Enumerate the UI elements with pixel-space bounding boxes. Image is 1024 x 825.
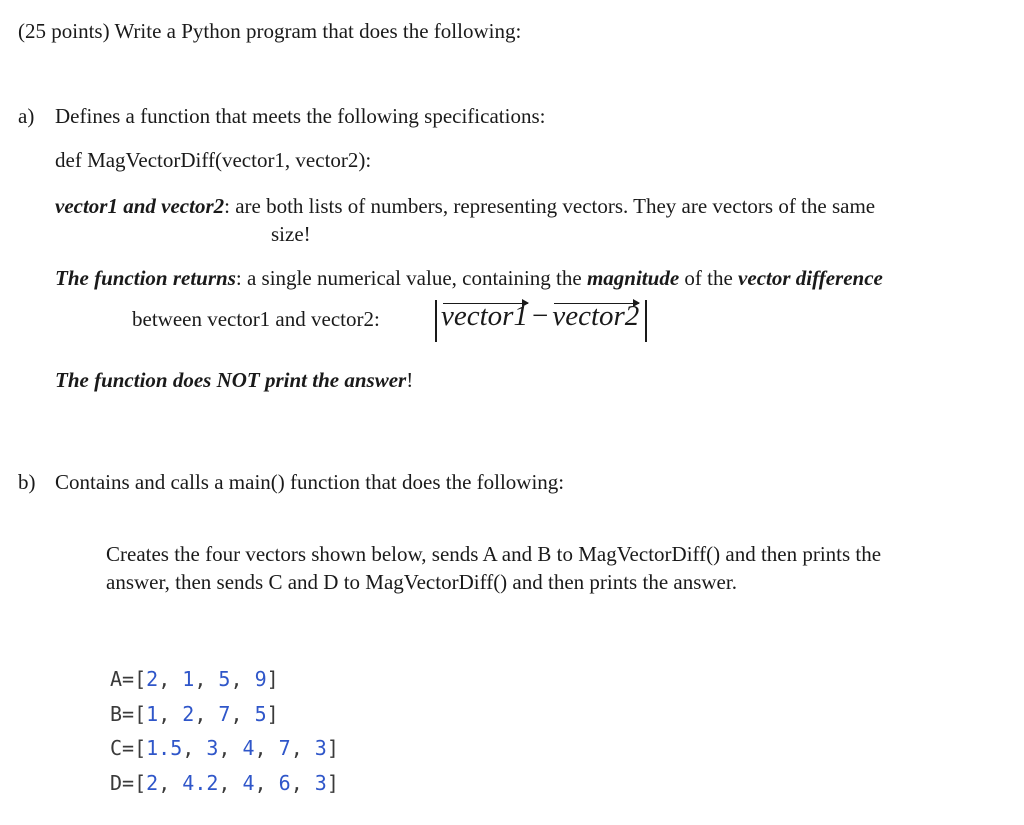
number: 1 — [182, 667, 195, 691]
minus-sign: − — [531, 300, 549, 332]
number: 4 — [242, 736, 255, 760]
part-a-marker: a) — [18, 104, 35, 128]
between-text: between vector1 and vector2: — [132, 307, 380, 331]
vector2-term: vector2 — [552, 300, 640, 332]
var-name: C — [110, 736, 123, 760]
no-print-note — [55, 368, 413, 393]
number: 9 — [254, 667, 267, 691]
param-label: vector1 and vector2 — [55, 194, 225, 218]
code-line-a: A=[2, 1, 5, 9] — [110, 667, 279, 691]
number: 4.2 — [182, 770, 219, 795]
formula-expression — [441, 300, 639, 333]
number: 4 — [242, 770, 255, 795]
number: 3 — [314, 736, 327, 760]
code-line-d: D=[2, 4.2, 4, 6, 3] — [110, 770, 339, 795]
part-b-intro: Contains and calls a main() function that does the following: — [55, 470, 565, 494]
number: 2 — [146, 667, 159, 691]
points-label: (25 points) — [18, 19, 110, 43]
param-description — [55, 194, 875, 219]
vector1-term: vector1 — [441, 300, 528, 332]
number: 3 — [314, 770, 327, 795]
magnitude-emphasis: magnitude — [586, 266, 680, 290]
function-signature: def MagVectorDiff(vector1, vector2): — [55, 148, 372, 172]
magnitude-formula — [432, 296, 650, 346]
code-line-c: C=[1.5, 3, 4, 7, 3] — [110, 736, 339, 760]
part-b-marker: b) — [18, 470, 36, 494]
number: 2 — [182, 701, 195, 726]
number: 6 — [278, 770, 291, 795]
abs-bar-right — [645, 300, 647, 342]
number: 5 — [254, 701, 267, 726]
var-name: A — [110, 667, 123, 691]
returns-label: The function returns — [55, 266, 236, 290]
header-text: Write a Python program that does the following: — [114, 19, 522, 43]
number: 7 — [278, 736, 291, 760]
number: 1.5 — [146, 736, 183, 760]
number: 5 — [218, 667, 231, 691]
param-text-continued: size! — [271, 222, 311, 246]
var-name: D — [110, 770, 123, 795]
code-block — [110, 662, 339, 800]
number: 3 — [206, 736, 219, 760]
code-line-b: B=[1, 2, 7, 5] — [110, 701, 279, 726]
part-b-desc-line1: Creates the four vectors shown below, sends A and B to MagVectorDiff() and then prints the — [106, 542, 882, 566]
problem-header — [18, 19, 521, 44]
var-name: B — [110, 701, 123, 726]
part-b-desc-line2: answer, then sends C and D to MagVectorDiff() and then prints the answer. — [106, 570, 737, 594]
vector-difference-emphasis: vector difference — [738, 266, 883, 290]
number: 1 — [146, 701, 159, 726]
param-text: : are both lists of numbers, representing vectors. They are vectors of the same — [224, 194, 876, 218]
returns-text-1: : a single numerical value, containing the — [235, 266, 587, 290]
returns-text-2: of the — [679, 266, 739, 290]
no-print-label: The function does NOT print the answer — [55, 368, 407, 392]
number: 2 — [146, 770, 159, 795]
abs-bar-left — [435, 300, 437, 342]
no-print-end: ! — [406, 368, 414, 392]
returns-description — [55, 266, 883, 291]
number: 7 — [218, 701, 231, 726]
part-a-intro: Defines a function that meets the following specifications: — [55, 104, 546, 128]
